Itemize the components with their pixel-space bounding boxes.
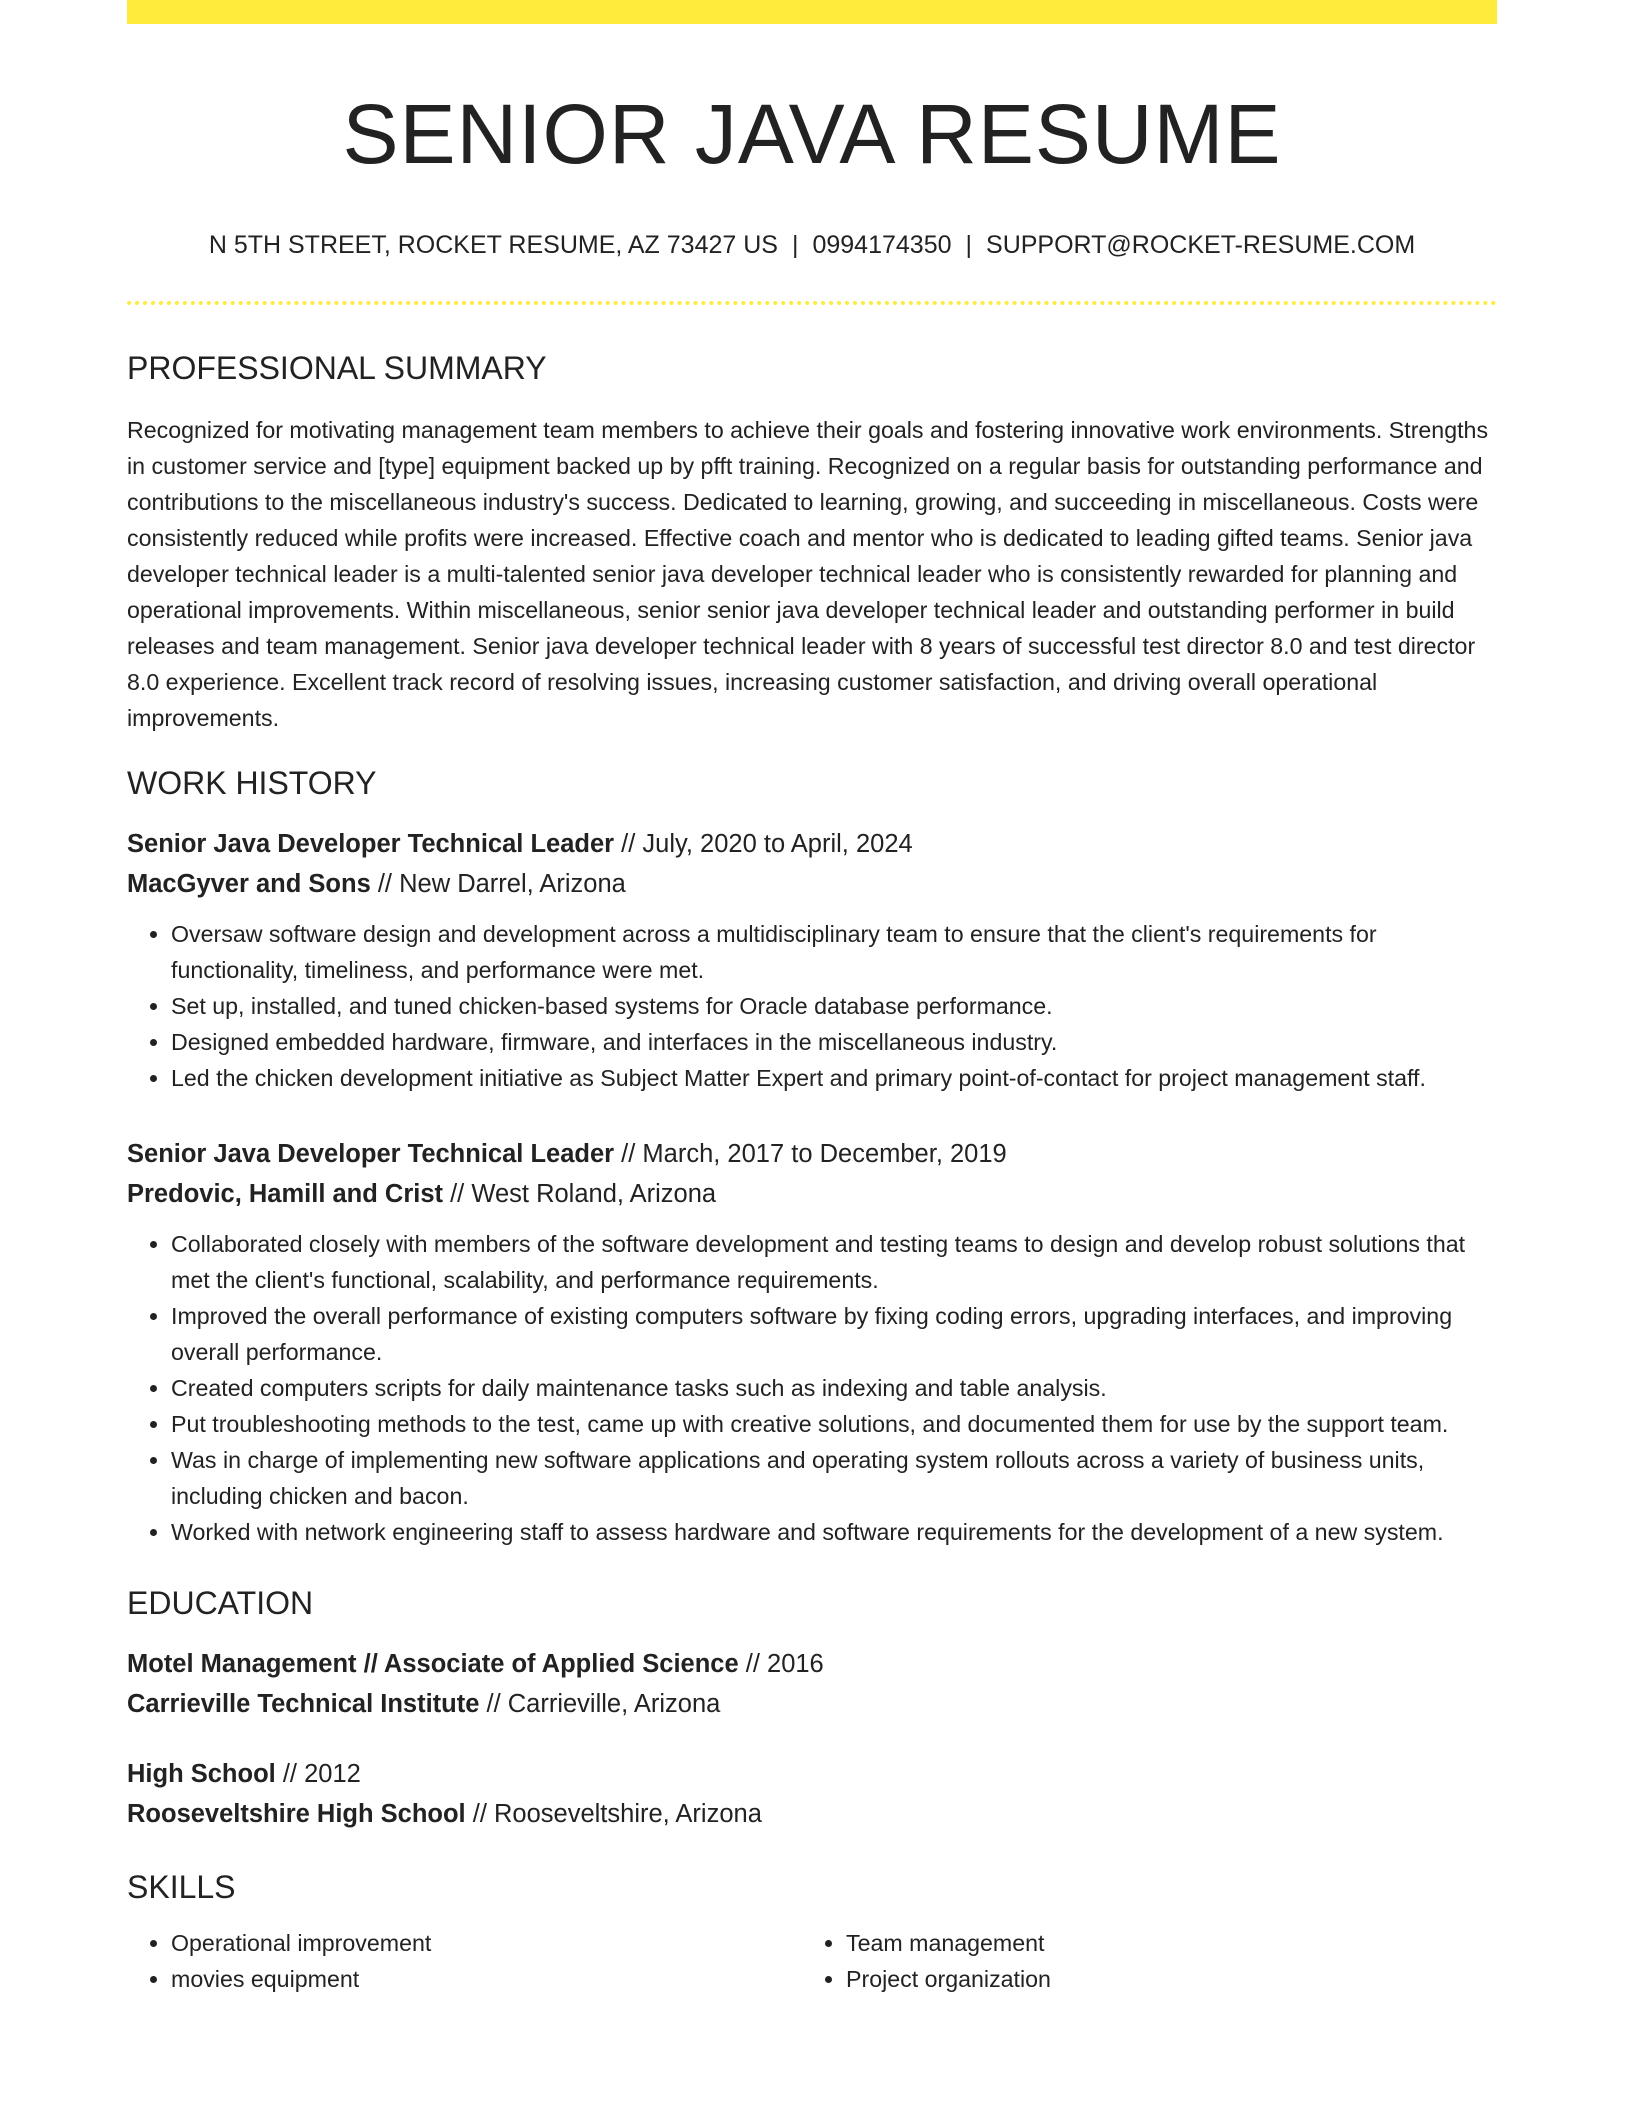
job-bullets [127,916,1497,1096]
list-item: • Set up, installed, and tuned chicken-based systems for Oracle database performance. [171,988,1497,1024]
job-role: Senior Java Developer Technical Leader [127,1140,615,1169]
dotted-divider [127,301,1497,305]
skill-item: • Project organization [846,1961,1477,1997]
education-year: // 2012 [275,1760,361,1789]
section-title-summary: PROFESSIONAL SUMMARY [127,350,547,387]
education-degree-line [127,1754,1497,1794]
skill-item: • Team management [846,1925,1477,1961]
list-item: • Designed embedded hardware, firmware, and interfaces in the miscellaneous industry. [171,1024,1497,1060]
contact-email: SUPPORT@ROCKET-RESUME.COM [986,230,1416,259]
contact-separator: | [965,230,973,259]
job-role: Senior Java Developer Technical Leader [127,830,615,859]
skills-column-left [127,1925,802,1997]
list-item: • Collaborated closely with members of the software development and testing teams to design and develop robust solutions that met the client's functional, scalability, and performance requirements. [171,1226,1497,1298]
job-location: // West Roland, Arizona [443,1180,717,1209]
education-school: Carrieville Technical Institute [127,1690,480,1719]
contact-address: N 5TH STREET, ROCKET RESUME, AZ 73427 US [208,230,778,259]
resume-page [127,0,1497,1997]
list-item: • Created computers scripts for daily maintenance tasks such as indexing and table analysis. [171,1370,1497,1406]
contact-separator: | [791,230,799,259]
skill-item: • Operational improvement [171,1925,802,1961]
list-item: • Improved the overall performance of existing computers software by fixing coding errors, upgrading interfaces, and improving overall performance. [171,1298,1497,1370]
education-entry [127,1754,1497,1834]
education-year: // 2016 [738,1650,824,1679]
education-degree: Motel Management // Associate of Applied Science [127,1650,739,1679]
job-entry [127,824,1497,1096]
top-accent-bar [127,0,1497,24]
list-item: • Led the chicken development initiative as Subject Matter Expert and primary point-of-contact for project management staff. [171,1060,1497,1096]
education-location: // Rooseveltshire, Arizona [465,1800,762,1829]
education-degree-line [127,1644,1497,1684]
skills-column-right [802,1925,1477,1997]
list-item: • Put troubleshooting methods to the test, came up with creative solutions, and documented them for use by the support team. [171,1406,1497,1442]
education-location: // Carrieville, Arizona [479,1690,721,1719]
education-degree: High School [127,1760,276,1789]
skills-list [127,1925,1497,1997]
job-dates: // March, 2017 to December, 2019 [614,1140,1007,1169]
section-title-skills: SKILLS [127,1869,236,1906]
job-entry [127,1134,1497,1550]
education-entry [127,1644,1497,1724]
contact-phone: 0994174350 [812,230,952,259]
job-title-line [127,824,1497,864]
job-bullets [127,1226,1497,1550]
list-item: • Was in charge of implementing new software applications and operating system rollouts across a variety of business units, including chicken and bacon. [171,1442,1497,1514]
list-item: • Worked with network engineering staff to assess hardware and software requirements for the development of a new system. [171,1514,1497,1550]
job-dates: // July, 2020 to April, 2024 [614,830,913,859]
section-title-education: EDUCATION [127,1585,314,1622]
job-company-line [127,1174,1497,1214]
contact-line [127,229,1497,262]
skill-item: • movies equipment [171,1961,802,1997]
job-company-line [127,864,1497,904]
job-company: MacGyver and Sons [127,870,371,899]
education-school-line [127,1684,1497,1724]
education-school: Rooseveltshire High School [127,1800,466,1829]
summary-text: Recognized for motivating management team members to achieve their goals and fostering innovative work environments. Strengths in customer service and [type] equipment backed up by pfft training. Recognized on a regular basis for outstanding performance and contributions to the miscellaneous industry's success. Dedicated to learning, growing, and succeeding in miscellaneous. Costs were consistently reduced while profits were increased. Effective coach and mentor who is dedicated to leading gifted teams. Senior java developer technical leader is a multi-talented senior java developer technical leader who is consistently rewarded for planning and operational improvements. Within miscellaneous, senior senior java developer technical leader and outstanding performer in build releases and team management. Senior java developer technical leader with 8 years of successful test director 8.0 and test director 8.0 experience. Excellent track record of resolving issues, increasing customer satisfaction, and driving overall operational improvements. [127,416,1489,731]
job-company: Predovic, Hamill and Crist [127,1180,444,1209]
resume-title: SENIOR JAVA RESUME [342,87,1282,181]
job-location: // New Darrel, Arizona [370,870,626,899]
education-school-line [127,1794,1497,1834]
section-title-work-history: WORK HISTORY [127,764,377,801]
job-title-line [127,1134,1497,1174]
list-item: • Oversaw software design and development across a multidisciplinary team to ensure that the client's requirements for functionality, timeliness, and performance were met. [171,916,1497,988]
